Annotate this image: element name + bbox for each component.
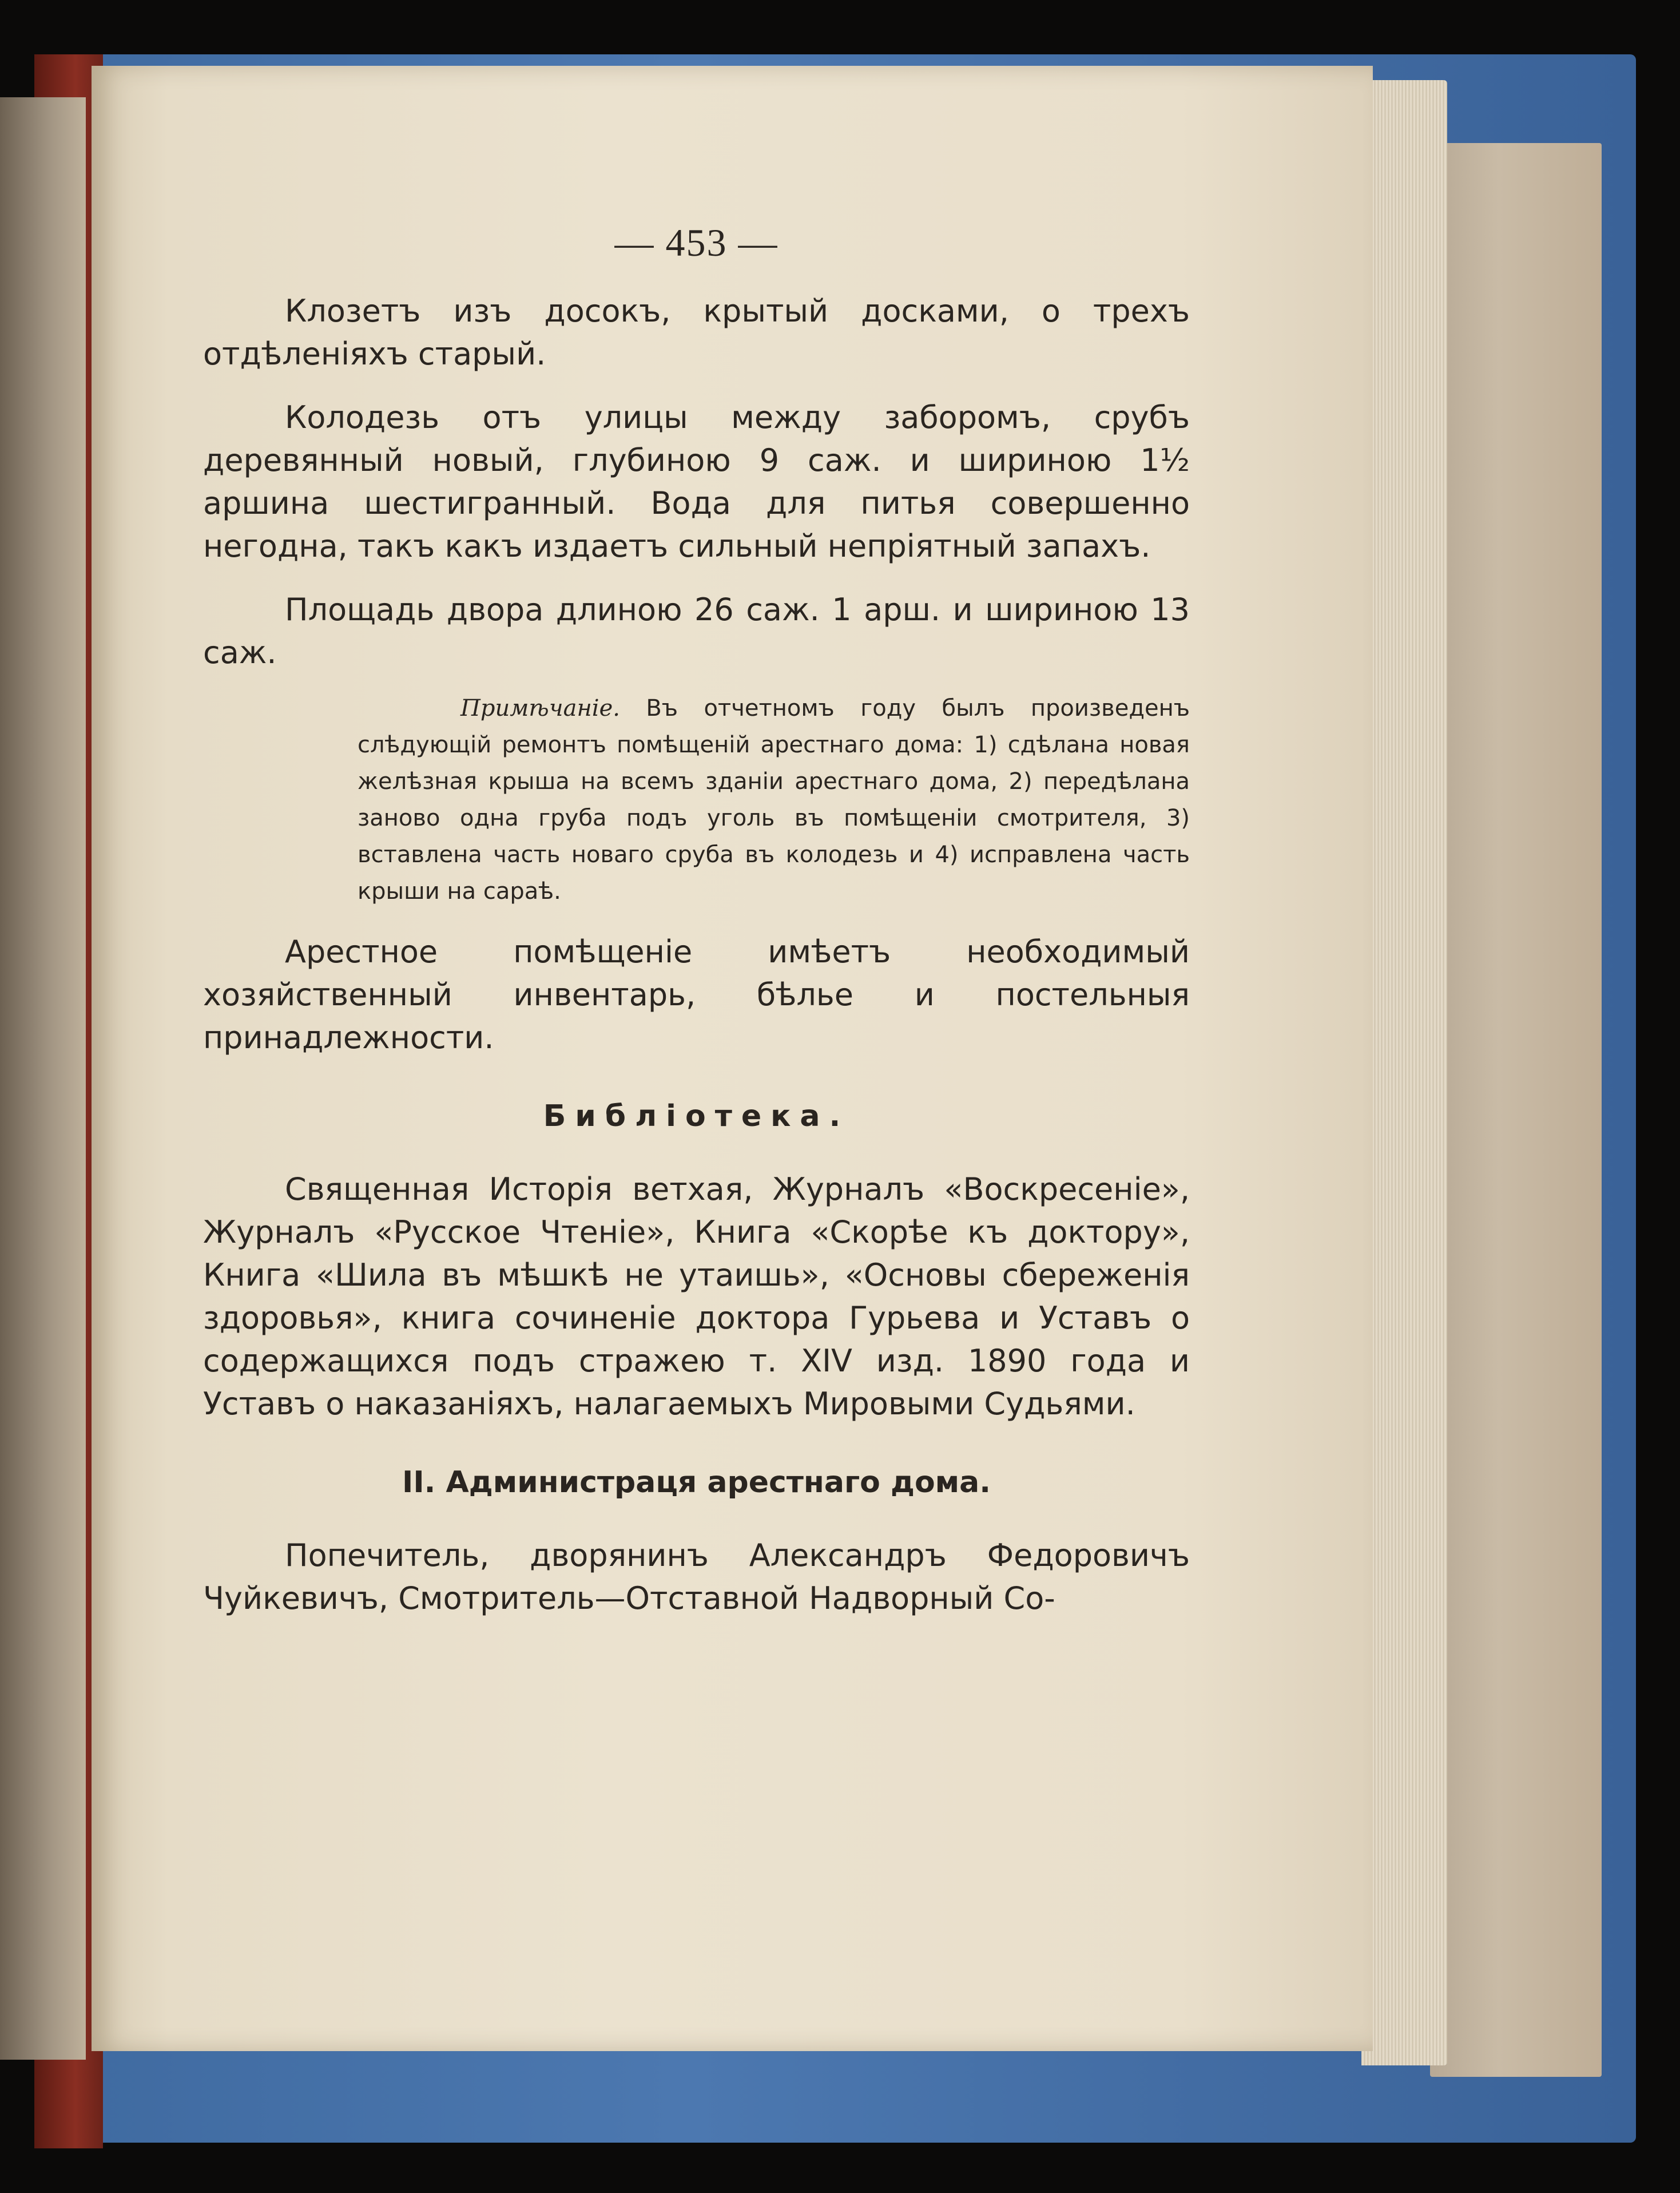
heading-library: Библіотека. (543, 1099, 850, 1133)
paragraph-library: Священная Исторія ветхая, Журналъ «Воскресеніе», Журналъ «Русское Чтеніе», Книга «Скорѣе къ доктору», Книга «Шила въ мѣшкѣ не утаишь», «Основы сбереженія здоровья», книга сочиненіе доктора Гурьева и Уставъ о содержащихся подъ стражею т. XIV изд. 1890 года и Уставъ о наказаніяхъ, налагаемыхъ Мировыми Судьями. (203, 1171, 1190, 1422)
footnote-label: Примѣчаніе. (460, 695, 620, 721)
paragraph-closet: Клозетъ изъ досокъ, крытый досками, о трехъ отдѣленіяхъ старый. (203, 293, 1190, 372)
left-facing-page (0, 97, 86, 2060)
paragraph-well: Колодезь отъ улицы между заборомъ, срубъ деревянный новый, глубиною 9 саж. и шириною 1½ аршина шестигранный. Вода для питья совершенно негодна, такъ какъ издаетъ сильный непріятный запахъ. (203, 399, 1190, 564)
paragraph-inventory: Арестное помѣщеніе имѣетъ необходимый хозяйственный инвентарь, бѣлье и постельныя принадлежности. (203, 934, 1190, 1056)
page-stack-edges (1361, 80, 1447, 2065)
page-number: — 453 — (614, 221, 779, 264)
page-text (203, 220, 1190, 1620)
heading-administration: II. Администраця арестнаго дома. (402, 1465, 991, 1500)
back-board (1430, 143, 1602, 2077)
paragraph-administration: Попечитель, дворянинъ Александръ Федоровичъ Чуйкевичъ, Смотритель—Отставной Надворный Со- (203, 1537, 1190, 1616)
footnote-text: Въ отчетномъ году былъ произведенъ слѣдующій ремонтъ помѣщеній арестнаго дома: 1) сдѣлана новая желѣзная крыша на всемъ зданіи арестнаго дома, 2) передѣлана заново одна груба подъ уголь въ помѣщеніи смотрителя, 3) вставлена часть новаго сруба въ колодезь и 4) исправлена часть крыши на сараѣ. (358, 695, 1190, 905)
footnote (358, 690, 1190, 910)
book-page (92, 66, 1373, 2051)
paragraph-yard: Площадь двора длиною 26 саж. 1 арш. и шириною 13 саж. (203, 592, 1190, 671)
